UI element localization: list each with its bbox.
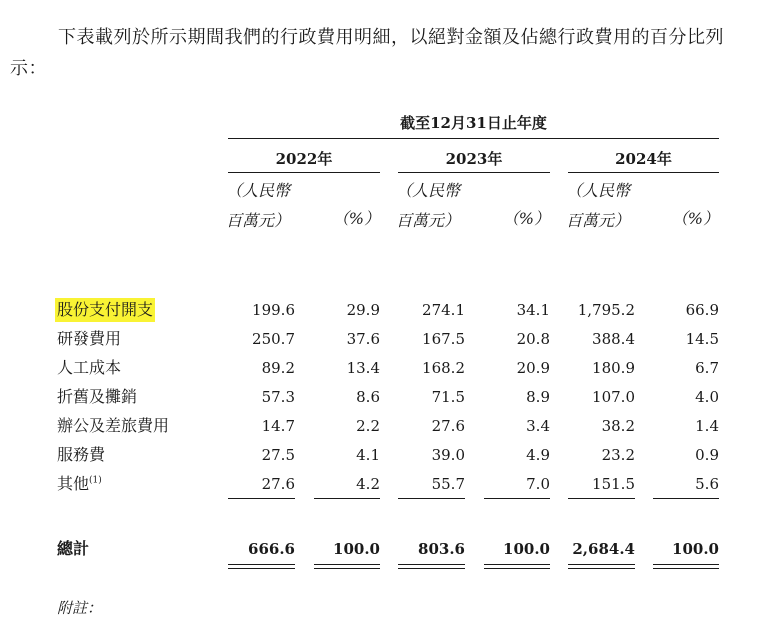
table-cell: 151.5 [592,475,635,493]
row-label [57,414,169,438]
table-cell: 14.5 [685,330,719,348]
table-cell: 4.9 [526,446,550,464]
subtotal-rule [314,498,380,499]
subtotal-rule [484,498,550,499]
table-cell: 1.4 [695,417,719,435]
period-header: 截至12月31日止年度 [228,112,719,139]
table-cell: 107.0 [592,388,635,406]
table-cell: 4.0 [695,388,719,406]
total-cell: 100.0 [503,540,550,558]
table-cell: 250.7 [252,330,295,348]
total-label: 總計 [57,539,90,558]
table-cell: 7.0 [526,475,550,493]
unit-line2: 百萬元） [396,211,461,230]
unit-header-2022 [226,176,290,236]
table-cell: 8.6 [356,388,380,406]
total-cell: 2,684.4 [572,540,635,558]
total-cell: 666.6 [248,540,295,558]
pct-header-2024: （%） [671,209,719,228]
table-cell: 274.1 [422,301,465,319]
row-label-text: 辦公及差旅費用 [57,416,170,435]
pct-header-2022: （%） [332,209,380,228]
total-double-rule [314,564,380,569]
unit-line1: （人民幣 [566,181,631,200]
row-label [57,472,102,496]
unit-header-2023 [396,176,460,236]
row-label-text: 折舊及攤銷 [57,387,138,406]
table-cell: 180.9 [592,359,635,377]
year-header-2024: 2024年 [568,148,719,173]
table-cell: 89.2 [261,359,295,377]
row-label-text: 股份支付開支 [57,300,154,319]
footnote-marker: (1) [89,475,102,486]
table-cell: 27.5 [261,446,295,464]
unit-line1: （人民幣 [226,181,291,200]
table-cell: 34.1 [516,301,550,319]
year-header-2023: 2023年 [398,148,550,173]
row-label-text: 研發費用 [57,329,122,348]
total-cell: 100.0 [333,540,380,558]
row-label-text: 其他 [57,474,90,493]
row-label-text: 服務費 [57,445,106,464]
table-cell: 168.2 [422,359,465,377]
table-cell: 167.5 [422,330,465,348]
table-cell: 39.0 [431,446,465,464]
table-cell: 57.3 [261,388,295,406]
table-cell: 20.9 [516,359,550,377]
table-cell: 37.6 [346,330,380,348]
total-cell: 803.6 [418,540,465,558]
unit-header-2024 [566,176,630,236]
table-cell: 71.5 [431,388,465,406]
total-cell: 100.0 [672,540,719,558]
row-label [55,298,155,322]
unit-line1: （人民幣 [396,181,461,200]
subtotal-rule [398,498,465,499]
table-cell: 0.9 [695,446,719,464]
table-cell: 66.9 [685,301,719,319]
notes-label: 附註： [57,599,103,617]
intro-text: 下表載列於所示期間我們的行政費用明細，以絕對金額及佔總行政費用的百分比列示： [10,27,724,79]
year-header-2022: 2022年 [228,148,380,173]
table-cell: 55.7 [431,475,465,493]
table-cell: 4.1 [356,446,380,464]
row-label-text: 人工成本 [57,358,122,377]
total-double-rule [484,564,550,569]
table-cell: 23.2 [601,446,635,464]
table-cell: 6.7 [695,359,719,377]
unit-line2: 百萬元） [226,211,291,230]
total-double-rule [228,564,295,569]
table-cell: 20.8 [516,330,550,348]
table-cell: 3.4 [526,417,550,435]
total-double-rule [653,564,719,569]
unit-line2: 百萬元） [566,211,631,230]
table-cell: 14.7 [261,417,295,435]
table-cell: 13.4 [346,359,380,377]
row-label [57,443,105,467]
table-cell: 27.6 [261,475,295,493]
row-label [57,356,121,380]
row-label [57,385,137,409]
pct-header-2023: （%） [502,209,550,228]
total-double-rule [568,564,635,569]
table-cell: 388.4 [592,330,635,348]
table-cell: 1,795.2 [577,301,635,319]
subtotal-rule [568,498,635,499]
total-double-rule [398,564,465,569]
table-cell: 2.2 [356,417,380,435]
subtotal-rule [653,498,719,499]
table-cell: 5.6 [695,475,719,493]
table-cell: 38.2 [601,417,635,435]
subtotal-rule [228,498,295,499]
table-cell: 4.2 [356,475,380,493]
table-cell: 199.6 [252,301,295,319]
table-cell: 8.9 [526,388,550,406]
row-label [57,327,121,351]
table-cell: 27.6 [431,417,465,435]
table-cell: 29.9 [346,301,380,319]
intro-paragraph [10,22,740,84]
